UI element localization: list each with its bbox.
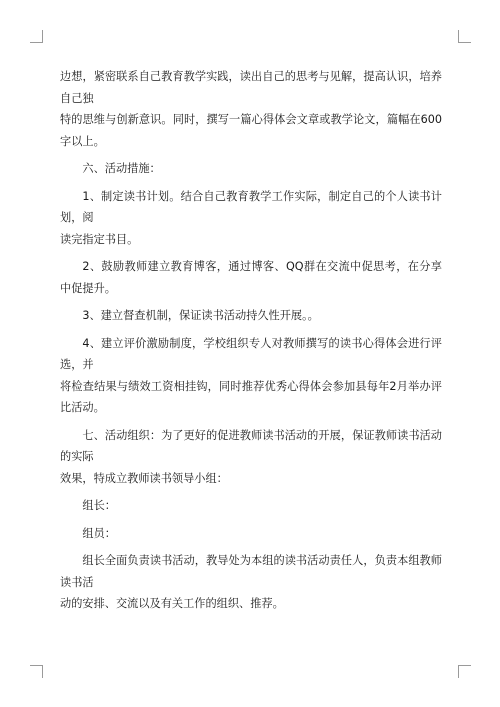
text-line: 组员： <box>82 526 116 540</box>
responsibility-paragraph <box>60 550 442 615</box>
text-line: 特的思维与创新意识。同时，撰写一篇心得体会文章或教学论文，篇幅在600字以上。 <box>60 113 442 148</box>
measure-item-4 <box>60 333 442 419</box>
crop-mark-bottom-left <box>30 665 43 678</box>
document-body <box>60 66 442 621</box>
text-line: 1、制定读书计划。结合自己教育教学工作实际，制定自己的个人读书计划，阅 <box>60 189 442 224</box>
crop-mark-bottom-right <box>458 665 471 678</box>
section-heading-measures <box>60 158 442 180</box>
section-heading-organization <box>60 425 442 490</box>
group-leader-label <box>60 495 442 517</box>
text-line: 效果，特成立教师读书领导小组： <box>60 471 228 485</box>
text-line: 动的安排、交流以及有关工作的组织、推荐。 <box>60 597 284 610</box>
measure-item-1 <box>60 186 442 251</box>
text-line: 将检查结果与绩效工资相挂钩，同时推荐优秀心得体会参加县每年2月举办评比活动。 <box>60 379 442 414</box>
text-line: 六、活动措施： <box>82 162 161 175</box>
text-line: 4、建立评价激励制度，学校组织专人对教师撰写的读书心得体会进行评选，并 <box>60 336 442 371</box>
paragraph-continuation <box>60 66 442 152</box>
measure-item-2 <box>60 256 442 299</box>
text-line: 边想，紧密联系自己教育教学实践，读出自己的思考与见解，提高认识，培养自己独 <box>60 70 442 105</box>
crop-mark-top-left <box>30 30 43 43</box>
text-line: 组长： <box>82 499 116 512</box>
text-line: 读完指定书目。 <box>60 232 139 246</box>
text-line: 七、活动组织：为了更好的促进教师读书活动的开展，保证教师读书活动的实际 <box>60 428 442 463</box>
group-members-label <box>60 523 442 545</box>
text-line: 2、鼓励教师建立教育博客，通过博客、QQ群在交流中促思考，在分享中促提升。 <box>60 260 442 295</box>
crop-mark-top-right <box>458 30 471 43</box>
text-line: 3、建立督查机制，保证读书活动持久性开展。。 <box>82 309 319 322</box>
measure-item-3 <box>60 305 442 327</box>
text-line: 组长全面负责读书活动，教导处为本组的读书活动责任人，负责本组教师读书活 <box>60 554 442 589</box>
